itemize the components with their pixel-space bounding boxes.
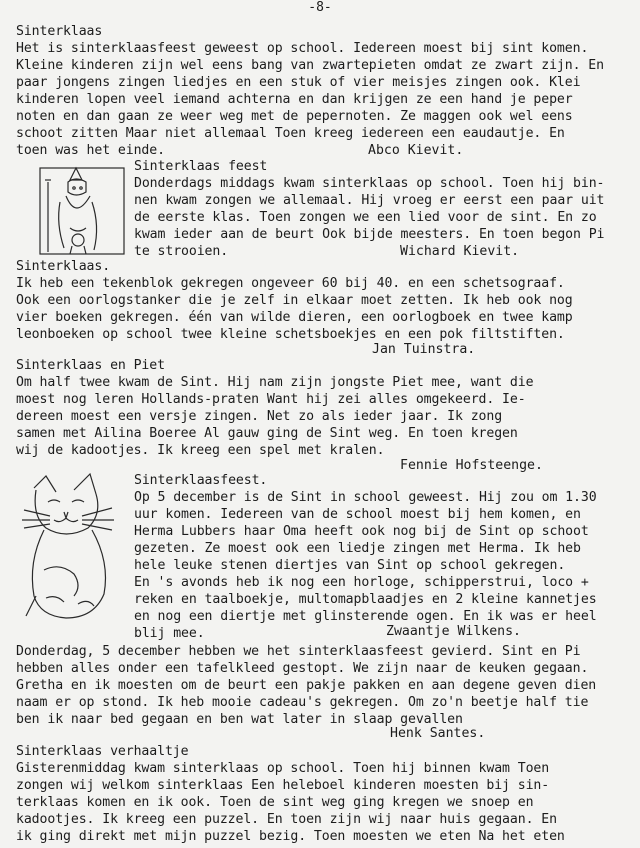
text-line: Het is sinterklaasfeest geweest op school. Iedereen moest bij sint komen. (16, 41, 589, 56)
text-line: Kleine kinderen zijn wel eens bang van zwartepieten omdat ze zwart zijn. En (16, 58, 604, 73)
section-title: Sinterklaasfeest. (134, 473, 268, 488)
text-line: vier boeken gekregen. één van wilde dieren, een oorlogboek en twee kamp (16, 310, 573, 325)
text-line: Om half twee kwam de Sint. Hij nam zijn jongste Piet mee, want die (16, 375, 534, 390)
text-line: Ik heb een tekenblok gekregen ongeveer 60 bij 40. en een schetsograaf. (16, 276, 565, 291)
text-line: uur komen. Iedereen van de school moest bij hem komen, en (134, 507, 581, 522)
text-line: paar jongens zingen liedjes en een stuk of vier meisjes zingen ook. Klei (16, 75, 581, 90)
text-line: kadootjes. Ik kreeg een puzzel. En toen zijn wij naar huis gegaan. En (16, 812, 557, 827)
author-signature: Jan Tuinstra. (372, 342, 476, 357)
author-signature: Abco Kievit. (368, 143, 464, 158)
text-line: noten en dan gaan ze weer weg met de pepernoten. Ze maggen ook wel eens (16, 109, 573, 124)
cat-sketch (16, 466, 124, 624)
text-line: schoot zitten Maar niet allemaal Toen kreeg iedereen een eaudautje. En (16, 126, 565, 141)
text-line: nen kwam zongen we allemaal. Hij vroeg er eerst een paar uit (134, 193, 605, 208)
text-line: Donderdags middags kwam sinterklaas op school. Toen hij bin- (134, 176, 605, 191)
text-line: Gisterenmiddag kwam sinterklaas op school. Toen hij binnen kwam Toen (16, 761, 550, 776)
text-line: ik ging direkt met mijn puzzel bezig. Toen moesten we eten Na het eten (16, 829, 565, 844)
section-title: Sinterklaas (16, 24, 103, 39)
text-line: gezeten. Ze moest ook een liedje zingen met Herma. Ik heb (134, 541, 581, 556)
author-signature: Fennie Hofsteenge. (400, 458, 543, 473)
sinterklaas-sketch (30, 162, 130, 258)
text-line: terklaas komen en ik ook. Toen de sint weg ging kregen we snoep en (16, 795, 534, 810)
author-signature: Henk Santes. (390, 726, 486, 741)
text-line: Op 5 december is de Sint in school geweest. Hij zou om 1.30 (134, 490, 597, 505)
text-line: hebben alles onder een tafelkleed gestopt. We zijn naar de keuken gegaan. (16, 661, 589, 676)
section-title: Sinterklaas. (16, 259, 111, 274)
text-line: moest nog leren Hollands-praten Want hij zei alles omgekeerd. Ie- (16, 392, 526, 407)
text-line: Gretha en ik moesten om de beurt een pakje pakken en aan degene geven dien (16, 678, 597, 693)
text-line: Herma Lubbers haar Oma heeft ook nog bij de Sint op schoot (134, 524, 589, 539)
section-title: Sinterklaas en Piet (16, 358, 165, 373)
text-line: leonboeken op school twee kleine schetsboekjes en een pok filtstiften. (16, 327, 565, 342)
section-title: Sinterklaas feest (134, 159, 268, 174)
text-line: kinderen lopen veel iemand achterna en dan krijgen ze een hand je peper (16, 92, 573, 107)
text-line: hele leuke stenen diertjes van Sint op school gekregen. (134, 558, 566, 573)
text-line: blij mee. (134, 626, 205, 641)
text-line: En 's avonds heb ik nog een horloge, schipperstrui, loco + (134, 575, 589, 590)
author-signature: Zwaantje Wilkens. (386, 624, 521, 639)
text-line: naam er op stond. Ik heb mooie cadeau's gekregen. Om zo'n beetje half tie (16, 695, 589, 710)
text-line: Donderdag, 5 december hebben we het sinterklaasfeest gevierd. Sint en Pi (16, 644, 581, 659)
text-line: de eerste klas. Toen zongen we een lied voor de sint. En zo (134, 210, 597, 225)
text-line: en nog een diertje met glinsterende ogen. En ik was er heel (134, 609, 597, 624)
author-signature: Wichard Kievit. (400, 244, 520, 259)
text-line: kwam ieder aan de beurt Ook bijde meesters. En toen begon Pi (134, 227, 605, 242)
text-line: ben ik naar bed gegaan en ben wat later in slaap gevallen (16, 712, 463, 727)
text-line: zongen wij welkom sinterklaas Een heleboel kinderen moesten bij sin- (16, 778, 550, 793)
text-line: Ook een oorlogstanker die je zelf in elkaar moet zetten. Ik heb ook nog (16, 293, 573, 308)
text-line: toen was het einde. (16, 143, 165, 158)
text-line: samen met Ailina Boeree Al gauw ging de Sint weg. En toen kregen (16, 426, 518, 441)
text-line: wij de kadootjes. Ik kreeg een spel met kralen. (16, 443, 385, 458)
text-line: dereen moest een versje zingen. Net zo als ieder jaar. Ik zong (16, 409, 503, 424)
section-title: Sinterklaas verhaaltje (16, 744, 189, 759)
text-line: reken en taalboekje, multomapblaadjes en 2 kleine kannetjes (134, 592, 597, 607)
text-line: te strooien. (134, 244, 229, 259)
page-number: -8- (308, 0, 332, 15)
